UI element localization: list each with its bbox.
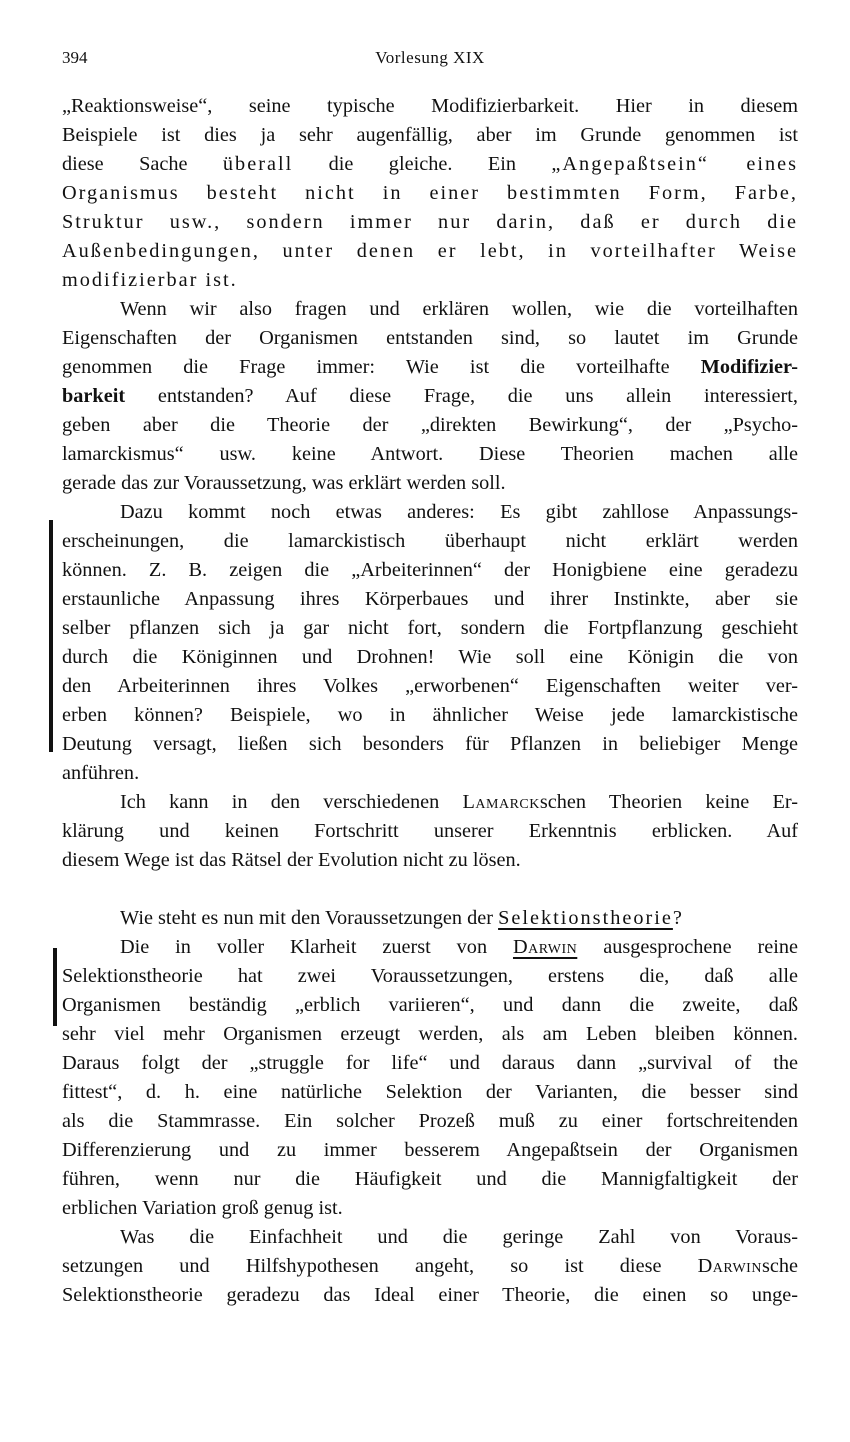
underlined-term: Selektionstheorie <box>498 907 673 929</box>
text-run: diese Sache <box>62 153 188 175</box>
text-line: Dazu kommt noch etwas anderes: Es gibt zahllose Anpassungs- <box>120 501 798 523</box>
text-line: erstaunliche Anpassung ihres Körperbaues und ihrer Instinkte, aber sie <box>62 588 798 610</box>
paragraph-gap <box>62 875 798 904</box>
text-line: Was die Einfachheit und die geringe Zahl von Voraus- <box>120 1226 798 1248</box>
author-name: Lamarck <box>462 791 540 813</box>
page-header <box>62 48 798 72</box>
text-line: gerade das zur Voraussetzung, was erklärt werden soll. <box>62 472 506 494</box>
text-run: ausgesprochene reine <box>603 936 798 958</box>
text-line <box>62 150 798 179</box>
text-line: Differenzierung und zu immer besserem Angepaßtsein der Organismen <box>62 1139 798 1161</box>
page-number: 394 <box>62 48 88 67</box>
text-line: fittest“, d. h. eine natürliche Selektion der Varianten, die besser sind <box>62 1081 798 1103</box>
text-line: erben können? Beispiele, wo in ähnlicher Weise jede lamarckistische <box>62 704 798 726</box>
text-line: Organismen beständig „erblich variieren“, und dann die zweite, daß <box>62 994 798 1016</box>
text-line: Deutung versagt, ließen sich besonders für Pflanzen in beliebiger Menge <box>62 733 798 755</box>
text-line: Selektionstheorie hat zwei Voraussetzungen, erstens die, daß alle <box>62 965 798 987</box>
author-name: Darwin <box>697 1255 762 1277</box>
text-line <box>62 382 798 411</box>
text-line: führen, wenn nur die Häufigkeit und die Mannigfaltigkeit der <box>62 1168 798 1190</box>
text-line: Struktur usw., sondern immer nur darin, daß er durch die <box>62 211 798 233</box>
emphasis-spaced: überall <box>222 153 294 175</box>
text-line: Selektionstheorie geradezu das Ideal einer Theorie, die einen so unge- <box>62 1284 798 1306</box>
text-line: Organismus besteht nicht in einer bestimmten Form, Farbe, <box>62 182 798 204</box>
text-line: als die Stammrasse. Ein solcher Prozeß muß zu einer fortschreitenden <box>62 1110 798 1132</box>
text-line: den Arbeiterinnen ihres Volkes „erworbenen“ Eigenschaften weiter ver- <box>62 675 798 697</box>
text-run: schen Theorien keine Er- <box>539 791 798 813</box>
margin-bar <box>53 948 57 1026</box>
emphasis-bold: Modifizier- <box>700 356 798 378</box>
text-line: erscheinungen, die lamarckistisch überhaupt nicht erklärt werden <box>62 530 798 552</box>
emphasis-spaced: „Angepaßtsein“ eines <box>551 153 798 175</box>
text-line: Wenn wir also fragen und erklären wollen, wie die vorteilhaften <box>120 298 798 320</box>
text-line: Daraus folgt der „struggle for life“ und daraus dann „survival of the <box>62 1052 798 1074</box>
running-title: Vorlesung XIX <box>375 48 485 67</box>
text-run: ? <box>672 907 682 929</box>
text-line: diesem Wege ist das Rätsel der Evolution nicht zu lösen. <box>62 849 521 871</box>
text-line: anführen. <box>62 762 140 784</box>
text-line: sehr viel mehr Organismen erzeugt werden, als am Leben bleiben können. <box>62 1023 798 1045</box>
text-run: Die in voller Klarheit zuerst von <box>120 936 488 958</box>
text-line: erblichen Variation groß genug ist. <box>62 1197 343 1219</box>
text-line: können. Z. B. zeigen die „Arbeiterinnen“ der Honigbiene eine geradezu <box>62 559 798 581</box>
text-run: Wie steht es nun mit den Voraussetzungen der <box>120 907 493 929</box>
text-line: lamarckismus“ usw. keine Antwort. Diese Theorien machen alle <box>62 443 798 465</box>
text-line <box>62 788 798 817</box>
text-run: genommen die Frage immer: Wie ist die vorteilhafte <box>62 356 670 378</box>
text-run: Ich kann in den verschiedenen <box>120 791 440 813</box>
text-line: modifizierbar ist. <box>62 269 238 291</box>
text-line <box>62 904 798 933</box>
text-line <box>62 353 798 382</box>
text-line: Eigenschaften der Organismen entstanden sind, so lautet im Grunde <box>62 327 798 349</box>
text-line: geben aber die Theorie der „direkten Bewirkung“, der „Psycho- <box>62 414 798 436</box>
text-line: durch die Königinnen und Drohnen! Wie soll eine Königin die von <box>62 646 798 668</box>
margin-bar <box>49 520 53 752</box>
body-text <box>62 92 798 1310</box>
text-run: entstanden? Auf diese Frage, die uns allein interessiert, <box>157 385 798 407</box>
text-line: „Reaktionsweise“, seine typische Modifizierbarkeit. Hier in diesem <box>62 95 798 117</box>
emphasis-bold: barkeit <box>62 385 126 407</box>
text-line <box>62 933 798 962</box>
text-line: Beispiele ist dies ja sehr augenfällig, aber im Grunde genommen ist <box>62 124 798 146</box>
text-line: selber pflanzen sich ja gar nicht fort, sondern die Fortpflanzung geschieht <box>62 617 798 639</box>
text-line: Außenbedingungen, unter denen er lebt, in vorteilhafter Weise <box>62 240 798 262</box>
text-run: sche <box>761 1255 798 1277</box>
text-run: setzungen und Hilfshypothesen angeht, so ist diese <box>62 1255 662 1277</box>
text-line <box>62 1252 798 1281</box>
author-name: Darwin <box>512 936 578 958</box>
text-run: die gleiche. Ein <box>328 153 516 175</box>
text-line: klärung und keinen Fortschritt unserer Erkenntnis erblicken. Auf <box>62 820 798 842</box>
